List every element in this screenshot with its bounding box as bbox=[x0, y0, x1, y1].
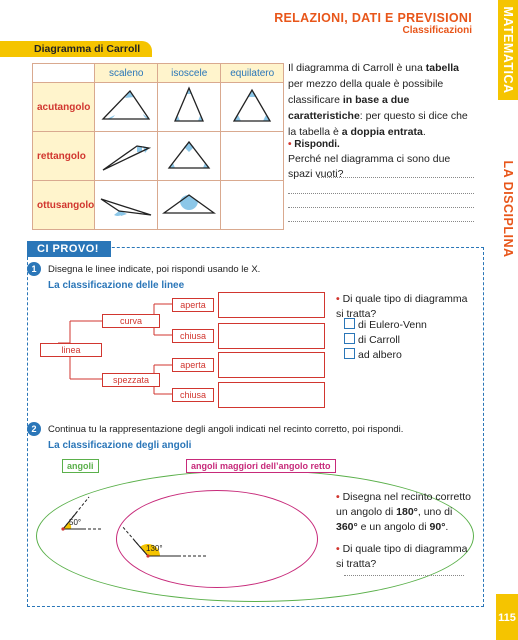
side-tab-disciplina-label: LA DISCIPLINA bbox=[501, 160, 515, 258]
task-bold-2: 360° bbox=[336, 521, 358, 533]
task-bold-1: 180° bbox=[396, 506, 418, 518]
task-text-3: e un angolo di bbox=[357, 521, 430, 533]
side-tab-matematica bbox=[498, 0, 518, 100]
set-angoli-ottusi-label: angoli maggiori dell’angolo retto bbox=[186, 459, 336, 473]
draw-box-spezzata-aperta[interactable] bbox=[218, 352, 325, 378]
triangle-isoscele-acutangolo bbox=[158, 83, 221, 132]
checkbox[interactable] bbox=[344, 348, 355, 359]
intro-text-3: : per questo si dice che la tabella è bbox=[288, 110, 468, 138]
intro-text-2: per mezzo della quale è possibile classificare bbox=[288, 78, 444, 106]
triangle-isoscele-rettangolo bbox=[158, 132, 221, 181]
answer-line-2[interactable] bbox=[288, 192, 474, 194]
carroll-label: Diagramma di Carroll bbox=[0, 41, 152, 57]
side-tab-matematica-label: MATEMATICA bbox=[501, 6, 515, 94]
angle-50-drawing bbox=[55, 493, 115, 539]
triangle-scaleno-ottusangolo bbox=[95, 181, 158, 230]
angle-130-drawing bbox=[118, 522, 208, 568]
empty-cell-equilatero-ottusangolo bbox=[221, 181, 284, 230]
exercise-1-number: 1 bbox=[27, 262, 41, 276]
tree-node-curva: curva bbox=[102, 314, 160, 328]
intro-bold-1: tabella bbox=[425, 62, 459, 74]
exercise-2-task bbox=[336, 490, 476, 535]
ci-provo-label: CI PROVO! bbox=[27, 241, 111, 257]
intro-bold-2: in base a due caratteristiche bbox=[288, 94, 410, 122]
carroll-table bbox=[32, 63, 284, 230]
task-text-4: . bbox=[445, 521, 449, 533]
tree-node-linea: linea bbox=[40, 343, 102, 357]
section-title: RELAZIONI, DATI E PREVISIONI bbox=[274, 11, 472, 25]
checkbox[interactable] bbox=[344, 318, 355, 329]
col-header-scaleno: scaleno bbox=[95, 64, 158, 83]
intro-paragraph bbox=[288, 60, 474, 140]
answer-line-4[interactable] bbox=[288, 220, 474, 222]
exercise-2-answer-line[interactable] bbox=[344, 574, 464, 576]
tree-leaf-chiusa-2: chiusa bbox=[172, 388, 214, 402]
triangle-scaleno-acutangolo bbox=[95, 83, 158, 132]
exercise-2-instruction: Continua tu la rappresentazione degli angoli indicati nel recinto corretto, poi rispondi. bbox=[48, 424, 404, 435]
row-header-acutangolo: acutangolo bbox=[33, 83, 95, 132]
triangle-isoscele-ottusangolo bbox=[158, 181, 221, 230]
col-header-equilatero: equilatero bbox=[221, 64, 284, 83]
draw-box-curva-aperta[interactable] bbox=[218, 292, 325, 318]
triangle-scaleno-rettangolo bbox=[95, 132, 158, 181]
corner-cell bbox=[33, 64, 95, 83]
bullet-icon: • bbox=[336, 543, 343, 555]
task-text-2: , uno di bbox=[417, 506, 453, 518]
exercise-1-question-text: Di quale tipo di diagramma si tratta? bbox=[336, 293, 468, 320]
bullet-icon: • bbox=[288, 139, 295, 150]
intro-text-4: . bbox=[422, 126, 426, 138]
tree-leaf-aperta-1: aperta bbox=[172, 298, 214, 312]
rispondi-label bbox=[288, 139, 340, 150]
exercise-2-question bbox=[336, 542, 476, 572]
answer-line-1[interactable] bbox=[318, 176, 474, 178]
draw-box-curva-chiusa[interactable] bbox=[218, 323, 325, 349]
option-label: di Carroll bbox=[358, 334, 401, 346]
rispondi-text: Rispondi. bbox=[294, 139, 340, 150]
tree-node-spezzata: spezzata bbox=[102, 373, 160, 387]
exercise-1-subtitle: La classificazione delle linee bbox=[48, 280, 185, 291]
exercise-1-instruction: Disegna le linee indicate, poi rispondi usando le X. bbox=[48, 264, 261, 275]
option-albero[interactable] bbox=[344, 348, 402, 363]
exercise-2-question-text: Di quale tipo di diagramma si tratta? bbox=[336, 543, 468, 570]
exercise-2-subtitle: La classificazione degli angoli bbox=[48, 440, 192, 451]
option-label: ad albero bbox=[358, 349, 402, 361]
section-subtitle: Classificazioni bbox=[402, 25, 472, 36]
answer-line-3[interactable] bbox=[288, 206, 474, 208]
page-number-tab bbox=[496, 594, 518, 640]
triangle-equilatero-acutangolo bbox=[221, 83, 284, 132]
bullet-icon: • bbox=[336, 293, 343, 305]
intro-bold-3: a doppia entrata bbox=[341, 126, 423, 138]
task-bold-3: 90° bbox=[429, 521, 446, 533]
set-angoli-label: angoli bbox=[62, 459, 99, 473]
empty-cell-equilatero-rettangolo bbox=[221, 132, 284, 181]
angle-130-label: 130° bbox=[146, 544, 163, 553]
angle-50-label: 50° bbox=[69, 518, 82, 527]
row-header-ottusangolo: ottusangolo bbox=[33, 181, 95, 230]
rispondi-question: Perché nel diagramma ci sono due spazi vuoti? bbox=[288, 153, 451, 180]
tree-leaf-aperta-2: aperta bbox=[172, 358, 214, 372]
task-text-1: Disegna nel recinto corretto un angolo di bbox=[336, 491, 471, 518]
intro-text-1: Il diagramma di Carroll è una bbox=[288, 62, 426, 74]
row-header-rettangolo: rettangolo bbox=[33, 132, 95, 181]
option-carroll[interactable] bbox=[344, 333, 400, 348]
exercise-2-number: 2 bbox=[27, 422, 41, 436]
side-tab-disciplina bbox=[498, 150, 518, 268]
page-number: 115 bbox=[498, 612, 516, 624]
tree-leaf-chiusa-1: chiusa bbox=[172, 329, 214, 343]
draw-box-spezzata-chiusa[interactable] bbox=[218, 382, 325, 408]
option-eulero-venn[interactable] bbox=[344, 318, 427, 333]
bullet-icon: • bbox=[336, 491, 343, 503]
checkbox[interactable] bbox=[344, 333, 355, 344]
col-header-isoscele: isoscele bbox=[158, 64, 221, 83]
option-label: di Eulero-Venn bbox=[358, 319, 427, 331]
